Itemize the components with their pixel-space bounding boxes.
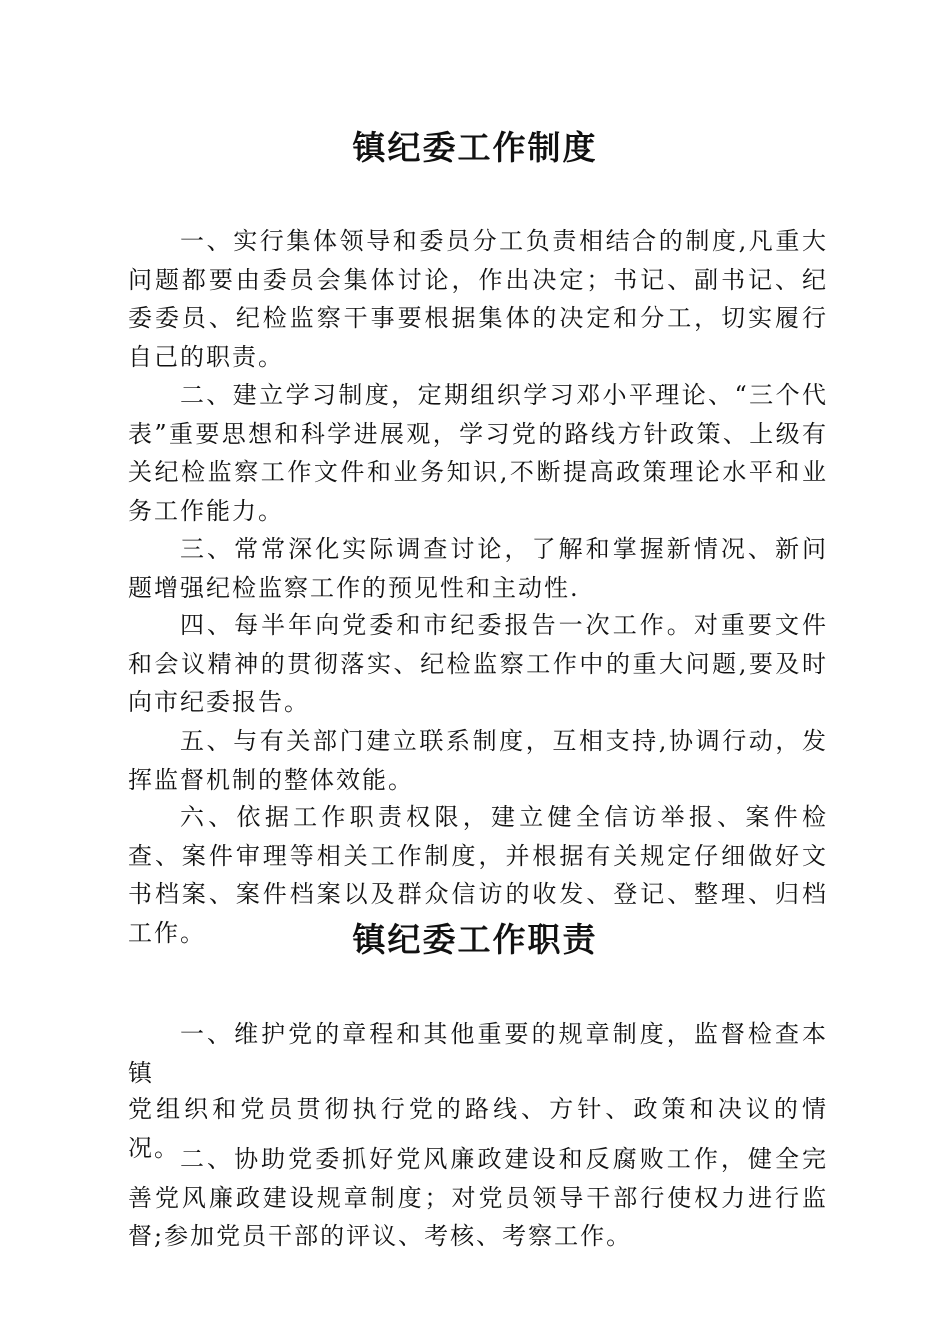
rule-paragraph-4: 四、每半年向党委和市纪委报告一次工作。对重要文件和会议精神的贯彻落实、纪检监察工作中的重大问题,要及时向市纪委报告。 bbox=[128, 611, 828, 716]
duty-paragraph-1-line-2: 党组织和党员贯彻执行党的路线、方针、政策和决议的情况。 bbox=[128, 1095, 828, 1162]
duty-paragraph-2: 二、协助党委抓好党风廉政建设和反腐败工作，健全完善党风廉政建设规章制度；对党员领导干部行使权力进行监督;参加党员干部的评议、考核、考察工作。 bbox=[128, 1145, 828, 1250]
rule-paragraph-5: 五、与有关部门建立联系制度，互相支持,协调行动，发挥监督机制的整体效能。 bbox=[128, 727, 828, 794]
rule-paragraph-2: 二、建立学习制度，定期组织学习邓小平理论、“三个代表”重要思想和科学进展观，学习党的路线方针政策、上级有关纪检监察工作文件和业务知识,不断提高政策理论水平和业务工作能力。 bbox=[128, 381, 828, 525]
document-title-duties: 镇纪委工作职责 bbox=[352, 920, 598, 959]
rule-paragraph-6: 六、依据工作职责权限，建立健全信访举报、案件检查、案件审理等相关工作制度，并根据有关规定仔细做好文书档案、案件档案以及群众信访的收发、登记、整理、归档工作。 bbox=[128, 803, 828, 947]
rule-paragraph-1: 一、实行集体领导和委员分工负责相结合的制度,凡重大问题都要由委员会集体讨论，作出决定；书记、副书记、纪委委员、纪检监察干事要根据集体的决定和分工，切实履行自己的职责。 bbox=[128, 227, 828, 371]
rule-paragraph-3: 三、常常深化实际调查讨论，了解和掌握新情况、新问题增强纪检监察工作的预见性和主动性. bbox=[128, 535, 828, 602]
document-title-rules: 镇纪委工作制度 bbox=[352, 128, 598, 167]
duty-paragraph-1-line-1: 一、维护党的章程和其他重要的规章制度，监督检查本镇 bbox=[128, 1020, 828, 1087]
